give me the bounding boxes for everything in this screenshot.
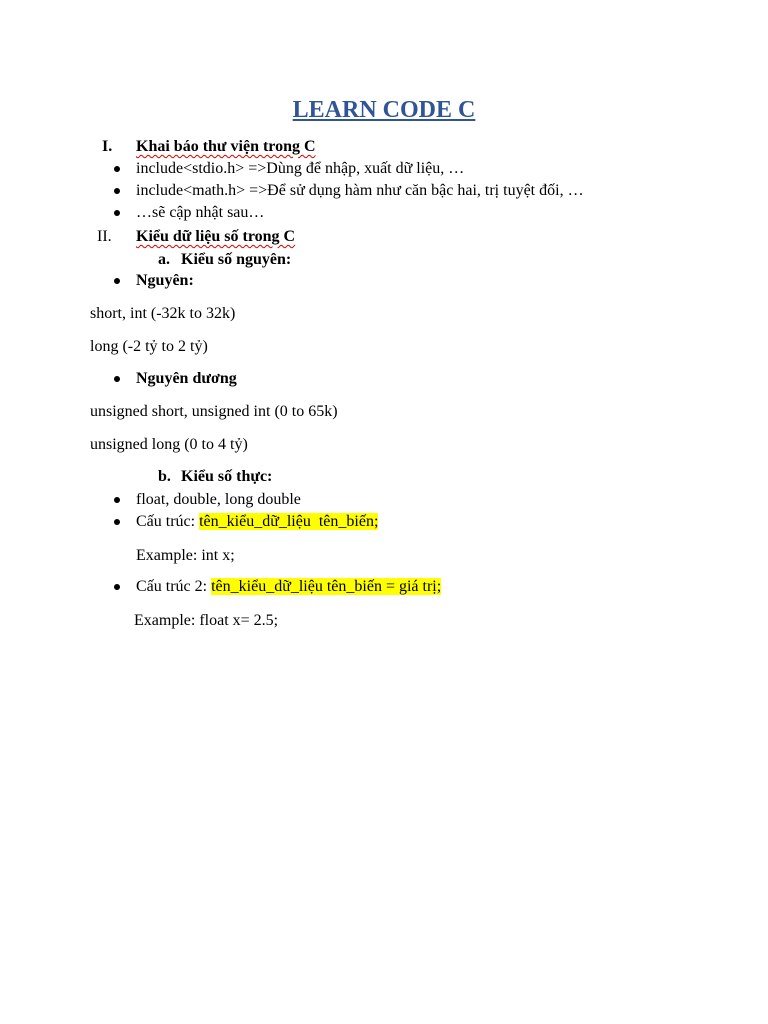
- list-item: …sẽ cập nhật sau…: [136, 204, 265, 221]
- structure-label: Cấu trúc:: [136, 513, 200, 530]
- bullet-icon: [114, 210, 120, 216]
- subsection-a-text: Kiểu số nguyên:: [181, 251, 292, 268]
- paragraph: unsigned short, unsigned int (0 to 65k): [90, 403, 338, 420]
- paragraph: unsigned long (0 to 4 tỷ): [90, 436, 248, 453]
- section-1-heading: Khai báo thư viện trong C: [136, 138, 316, 155]
- highlighted-syntax: tên_kiểu_dữ_liệu tên_biến = giá trị;: [211, 578, 442, 595]
- list-item: Nguyên dương: [136, 370, 237, 387]
- bullet-icon: [114, 497, 120, 503]
- bullet-icon: [114, 376, 120, 382]
- example-text: Example: int x;: [136, 547, 235, 564]
- bullet-icon: [114, 584, 120, 590]
- section-2-number: II.: [97, 228, 112, 245]
- list-item: [136, 577, 441, 597]
- section-2-heading: Kiểu dữ liệu số trong C: [136, 228, 296, 245]
- page-title: LEARN CODE C: [292, 97, 476, 123]
- list-item: float, double, long double: [136, 491, 301, 508]
- list-item: Nguyên:: [136, 272, 194, 289]
- list-item: [136, 512, 378, 532]
- bullet-icon: [114, 519, 120, 525]
- highlighted-syntax: tên_kiểu_dữ_liệu tên_biến;: [199, 513, 379, 530]
- section-1-number: I.: [102, 138, 113, 155]
- bullet-icon: [114, 166, 120, 172]
- paragraph: short, int (-32k to 32k): [90, 305, 236, 322]
- example-text: Example: float x= 2.5;: [134, 612, 279, 629]
- list-item: include<math.h> =>Để sử dụng hàm như căn bậc hai, trị tuyệt đối, …: [136, 182, 584, 199]
- subsection-a-label: a.: [158, 251, 170, 268]
- list-item: include<stdio.h> =>Dùng để nhập, xuất dữ liệu, …: [136, 160, 465, 177]
- bullet-icon: [114, 278, 120, 284]
- structure-label: Cấu trúc 2:: [136, 578, 212, 595]
- bullet-icon: [114, 188, 120, 194]
- subsection-b-text: Kiểu số thực:: [181, 468, 273, 485]
- subsection-b-label: b.: [158, 468, 171, 485]
- paragraph: long (-2 tỷ to 2 tỷ): [90, 338, 208, 355]
